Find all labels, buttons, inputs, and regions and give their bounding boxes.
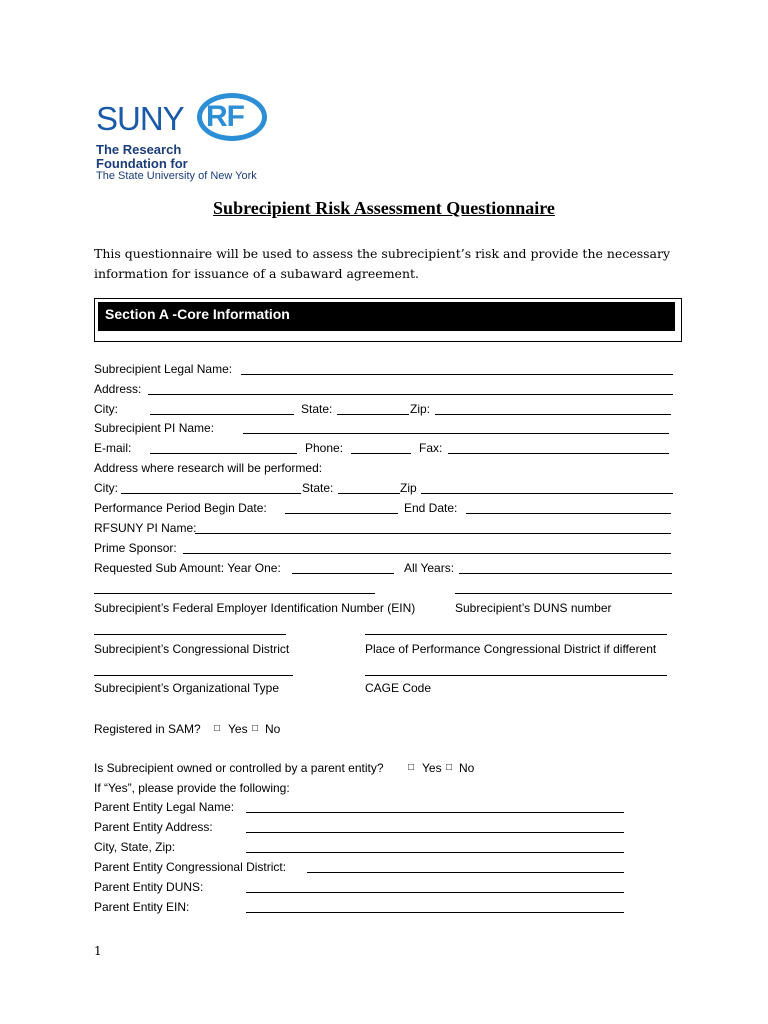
logo-line-1: The Research (96, 142, 182, 157)
ein-label: Subrecipient’s Federal Employer Identification Number (EIN) (94, 601, 416, 615)
ein-line[interactable] (94, 593, 375, 594)
legal-name-line[interactable] (241, 374, 673, 375)
intro-paragraph: This questionnaire will be used to assess the subrecipient’s risk and provide the necessary information for issuance of a subaward agreement. (94, 246, 671, 281)
perf-cong-district-line[interactable] (365, 675, 667, 676)
sam-no-checkbox[interactable]: □ (252, 723, 259, 734)
duns-label: Subrecipient’s DUNS number (455, 601, 612, 615)
pi-name-label: Subrecipient PI Name: (94, 421, 215, 435)
city-line[interactable] (150, 414, 294, 415)
end-date-line[interactable] (466, 513, 671, 514)
phone-label: Phone: (305, 441, 344, 455)
logo-line-3: The State University of New York (96, 170, 257, 182)
parent-legal-name-line[interactable] (246, 812, 624, 813)
parent-cong-line[interactable] (307, 872, 624, 873)
pi-name-line[interactable] (243, 433, 669, 434)
rfsuny-pi-line[interactable] (195, 533, 671, 534)
duns-line[interactable] (455, 593, 672, 594)
page-title: Subrecipient Risk Assessment Questionnaire (213, 198, 555, 218)
city-label: City: (94, 402, 118, 416)
all-years-line[interactable] (459, 573, 672, 574)
state-line[interactable] (337, 414, 409, 415)
page-number: 1 (94, 944, 102, 958)
email-line[interactable] (150, 453, 297, 454)
email-label: E-mail: (94, 441, 132, 455)
parent-ein-line[interactable] (246, 912, 624, 913)
perf-cong-district-label: Place of Performance Congressional District if different (365, 642, 657, 656)
zip2-line[interactable] (421, 493, 673, 494)
if-yes-label: If “Yes”, please provide the following: (94, 781, 290, 795)
zip-line[interactable] (435, 414, 671, 415)
fax-label: Fax: (419, 441, 443, 455)
state-label: State: (301, 402, 333, 416)
req-amount-line[interactable] (292, 573, 394, 574)
state2-line[interactable] (338, 493, 400, 494)
parent-no-label: No (459, 761, 475, 775)
logo-rf-text: RF (206, 100, 244, 133)
parent-address-line[interactable] (246, 832, 624, 833)
perf-cong-district-line-upper[interactable] (365, 634, 667, 635)
sam-no-label: No (265, 722, 281, 736)
research-address-label: Address where research will be performed: (94, 461, 323, 475)
zip-label: Zip: (410, 402, 431, 416)
city2-line[interactable] (121, 493, 301, 494)
prime-sponsor-label: Prime Sponsor: (94, 541, 177, 555)
parent-cong-label: Parent Entity Congressional District: (94, 860, 287, 874)
req-amount-label: Requested Sub Amount: Year One: (94, 561, 281, 575)
parent-no-checkbox[interactable]: □ (446, 762, 453, 773)
prime-sponsor-line[interactable] (183, 553, 671, 554)
zip2-label: Zip (400, 481, 417, 495)
phone-line[interactable] (351, 453, 411, 454)
city2-label: City: (94, 481, 118, 495)
cong-district-line[interactable] (94, 675, 293, 676)
parent-question-label: Is Subrecipient owned or controlled by a parent entity? (94, 761, 384, 775)
sam-yes-label: Yes (228, 722, 248, 736)
parent-address-label: Parent Entity Address: (94, 820, 213, 834)
address-line[interactable] (148, 394, 673, 395)
cong-district-label: Subrecipient’s Congressional District (94, 642, 290, 656)
perf-begin-label: Performance Period Begin Date: (94, 501, 267, 515)
logo-suny-text: SUNY (96, 100, 184, 137)
address-label: Address: (94, 382, 142, 396)
parent-yes-label: Yes (422, 761, 442, 775)
sam-yes-checkbox[interactable]: □ (214, 723, 221, 734)
parent-yes-checkbox[interactable]: □ (408, 762, 415, 773)
all-years-label: All Years: (404, 561, 455, 575)
rfsuny-pi-label: RFSUNY PI Name: (94, 521, 197, 535)
section-a-heading: Section A -Core Information (105, 306, 290, 322)
parent-csz-line[interactable] (246, 852, 624, 853)
end-date-label: End Date: (404, 501, 458, 515)
fax-line[interactable] (448, 453, 669, 454)
parent-ein-label: Parent Entity EIN: (94, 900, 190, 914)
logo-line-2: Foundation for (96, 156, 188, 171)
legal-name-label: Subrecipient Legal Name: (94, 362, 233, 376)
cong-district-line-upper[interactable] (94, 634, 286, 635)
state2-label: State: (302, 481, 334, 495)
parent-csz-label: City, State, Zip: (94, 840, 176, 854)
perf-begin-line[interactable] (285, 513, 398, 514)
cage-label: CAGE Code (365, 681, 432, 695)
parent-legal-name-label: Parent Entity Legal Name: (94, 800, 235, 814)
org-type-label: Subrecipient’s Organizational Type (94, 681, 280, 695)
sam-label: Registered in SAM? (94, 722, 201, 736)
parent-duns-line[interactable] (246, 892, 624, 893)
parent-duns-label: Parent Entity DUNS: (94, 880, 204, 894)
